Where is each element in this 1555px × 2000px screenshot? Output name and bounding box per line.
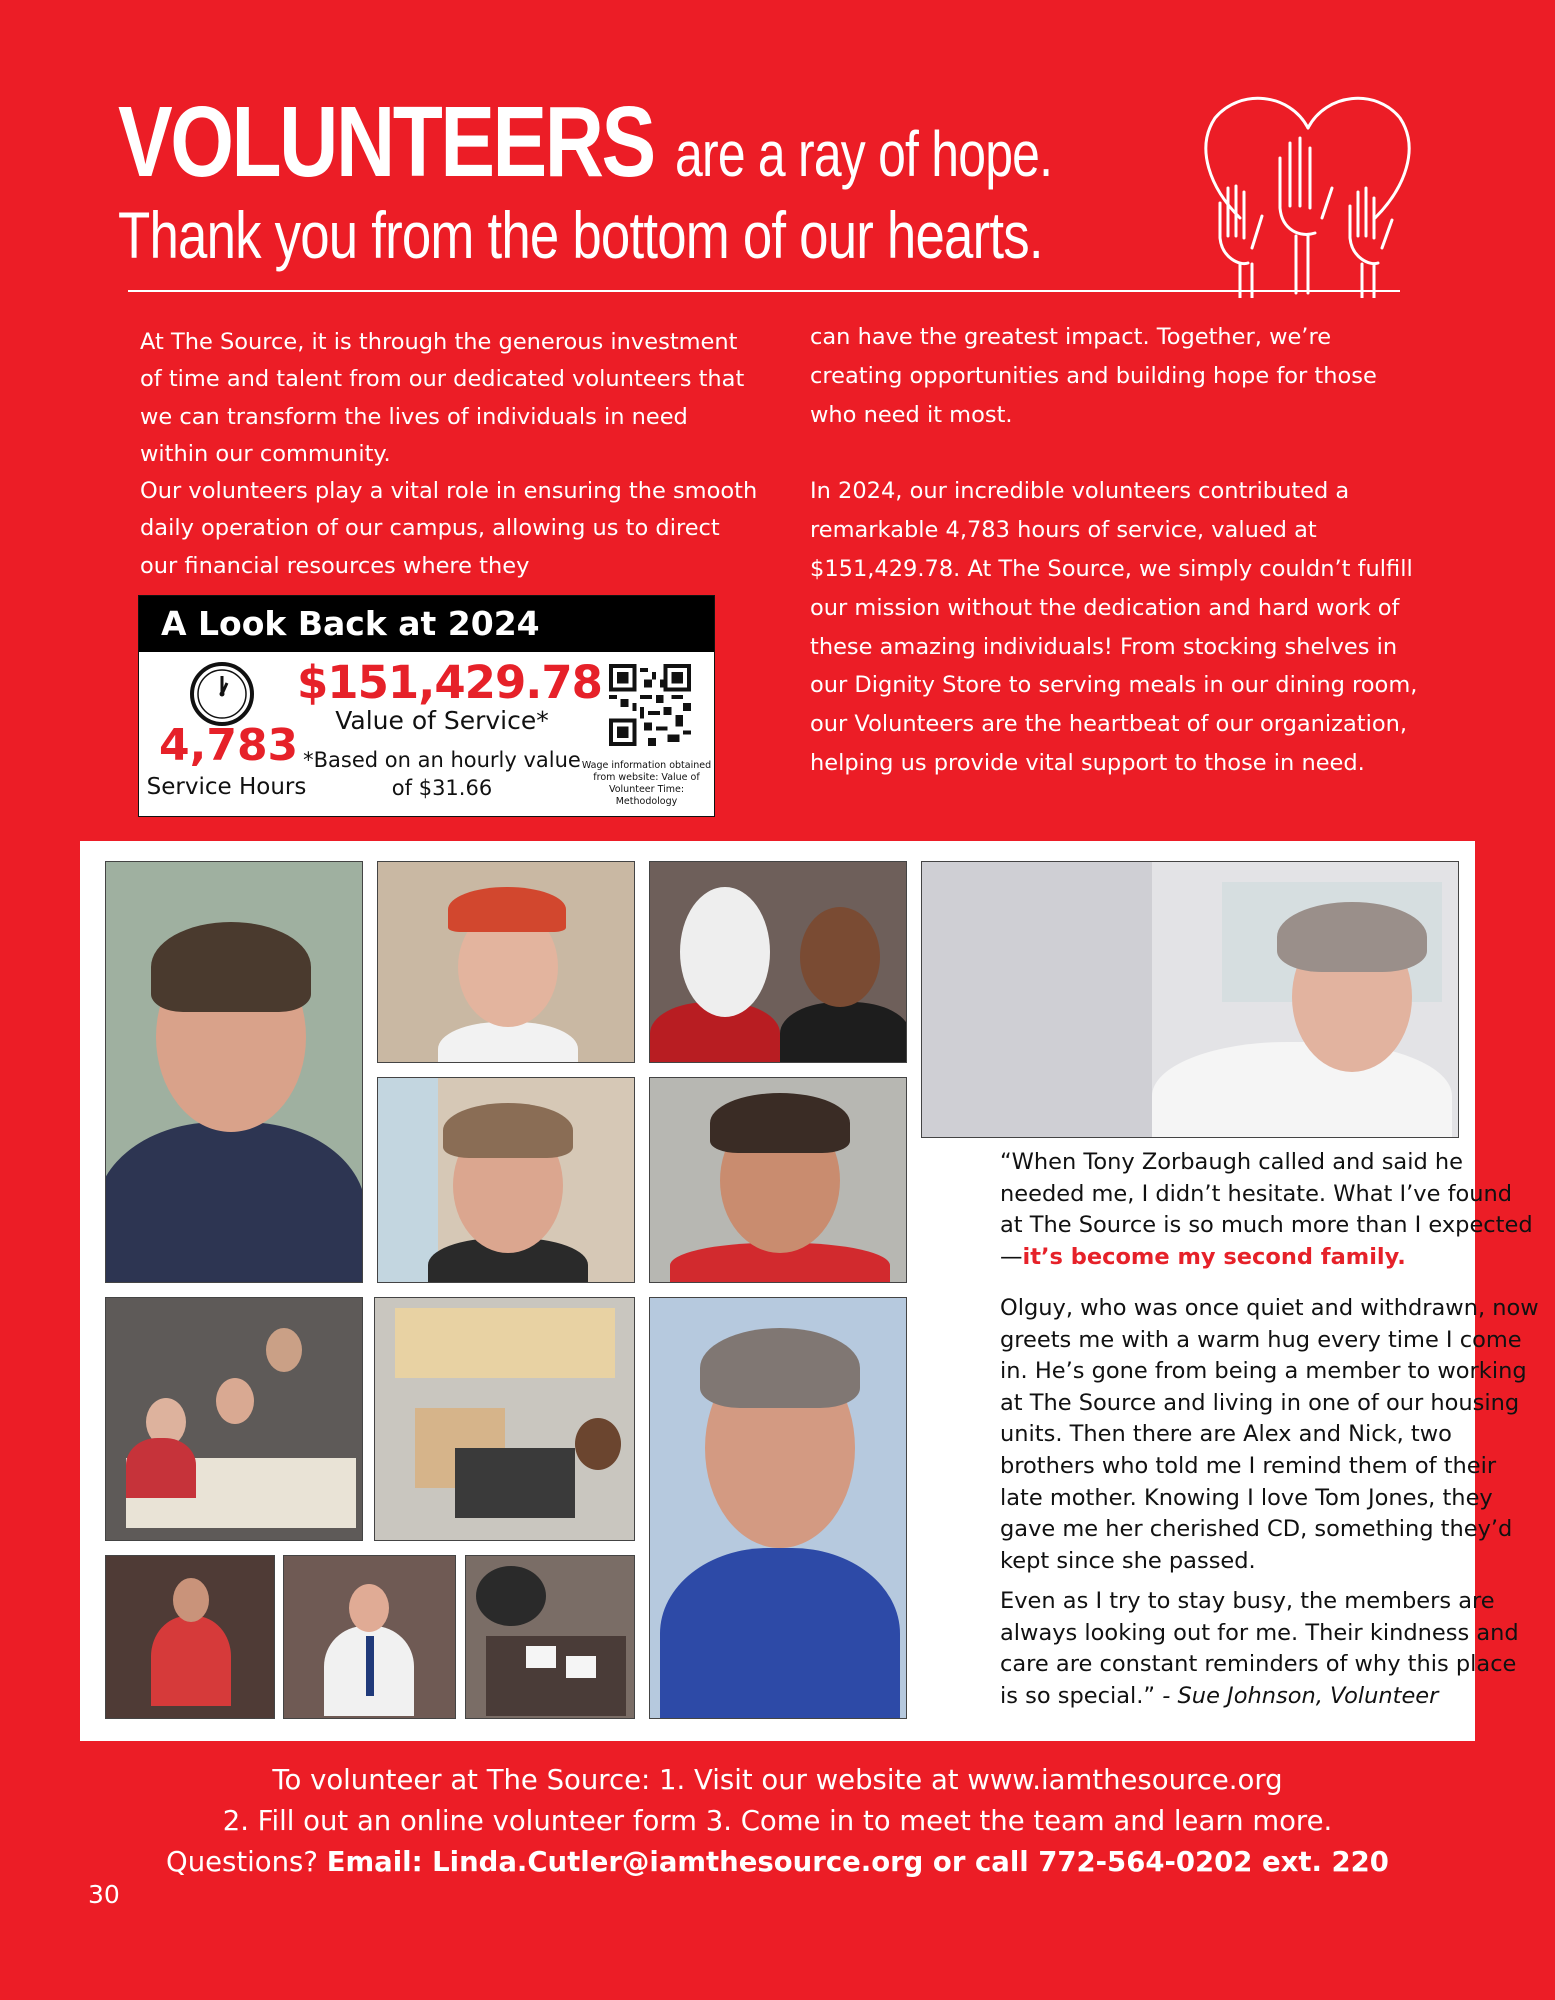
intro-column-2 [810, 318, 1420, 783]
headline-volunteers: VOLUNTEERS [118, 86, 654, 198]
qr-code[interactable] [609, 664, 691, 746]
page-number: 30 [88, 1880, 120, 1909]
footer-line-3 [0, 1842, 1555, 1883]
quote-text-1: “When Tony Zorbaugh called and said he needed me, I didn’t hesitate. What I’ve found at The Source is so much more than I expected— [1000, 1149, 1533, 1270]
intro-column-1 [140, 324, 760, 585]
headline-line2: Thank you from the bottom of our hearts. [118, 198, 1043, 272]
service-value-amount: $151,429.78 [297, 656, 602, 709]
stats-box [138, 595, 715, 817]
quote-highlight: it’s become my second family. [1022, 1243, 1406, 1270]
photo-music-gathering [105, 1297, 363, 1541]
intro-paragraph-2: Our volunteers play a vital role in ensuring the smooth daily operation of our campus, allowing us to direct our financial resources where they [140, 478, 758, 579]
photo-sue-johnson [921, 861, 1459, 1138]
qr-note: Wage information obtained from website: Value of Volunteer Time: Methodology [581, 760, 712, 807]
photo-santa-and-volunteer [649, 861, 907, 1063]
photo-bingo-game [465, 1555, 635, 1719]
footer-line-2: 2. Fill out an online volunteer form 3. Come in to meet the team and learn more. [222, 1805, 1333, 1837]
stats-heading: A Look Back at 2024 [139, 596, 714, 652]
service-hours-value: 4,783 [159, 720, 299, 771]
intro-paragraph-1: At The Source, it is through the generous investment of time and talent from our dedicated volunteers that we can transform the lives of individuals in need within our community. [140, 329, 745, 467]
quote-paragraph-2: Olguy, who was once quiet and withdrawn, now greets me with a warm hug every time I come in. He’s gone from being a member to working at The Source and living in one of our housing units. Then there are Alex and Nick, two brothers who told me I remind them of their late mother. Knowing I love Tom Jones, they gave me her cherished CD, something they’d kept since she passed. [1000, 1295, 1539, 1574]
hands-heart-icon [1200, 88, 1415, 298]
photo-man-in-tie [283, 1555, 456, 1719]
clock-icon [189, 661, 255, 727]
footer-contact[interactable]: Email: Linda.Cutler@iamthesource.org or call 772-564-0202 ext. 220 [326, 1846, 1389, 1878]
photo-man-blue-shirt [649, 1297, 907, 1719]
headline-ray: are a ray of hope. [675, 118, 1053, 190]
service-value-label: Value of Service* [335, 706, 549, 735]
photo-man-in-cap [377, 861, 635, 1063]
photo-volunteer-glasses [377, 1077, 635, 1283]
footer-callout [0, 1760, 1555, 1883]
quote-paragraph-3 [1000, 1586, 1540, 1712]
photo-panel [80, 841, 1539, 1741]
quote-paragraph-1 [1000, 1147, 1540, 1273]
photo-man-speaking [105, 1555, 275, 1719]
photo-volunteer-selfie [105, 861, 363, 1283]
intro-paragraph-4: In 2024, our incredible volunteers contributed a remarkable 4,783 hours of service, valued at $151,429.78. At The Source, we simply couldn’t fulfill our mission without the dedication and hard work of these amazing individuals! From stocking shelves in our Dignity Store to serving meals in our dining room, our Volunteers are the heartbeat of our organization, helping us provide vital support to those in need. [810, 478, 1418, 776]
headline-line1 [118, 86, 1159, 198]
photo-craft-activity [374, 1297, 635, 1541]
service-hours-label: Service Hours [146, 774, 307, 800]
quote-text-3: Even as I try to stay busy, the members are always looking out for me. Their kindness and care are constant reminders of why this place is so special.” [1000, 1588, 1519, 1709]
quote-signature: - Sue Johnson, Volunteer [1162, 1682, 1439, 1709]
photo-volunteer-smiling [649, 1077, 907, 1283]
footer-line-1: To volunteer at The Source: 1. Visit our website at www.iamthesource.org [272, 1764, 1283, 1796]
intro-paragraph-3: can have the greatest impact. Together, we’re creating opportunities and building hope for those who need it most. [810, 324, 1377, 428]
hourly-footnote: *Based on an hourly value of $31.66 [303, 748, 581, 800]
footer-questions: Questions? [166, 1846, 327, 1878]
